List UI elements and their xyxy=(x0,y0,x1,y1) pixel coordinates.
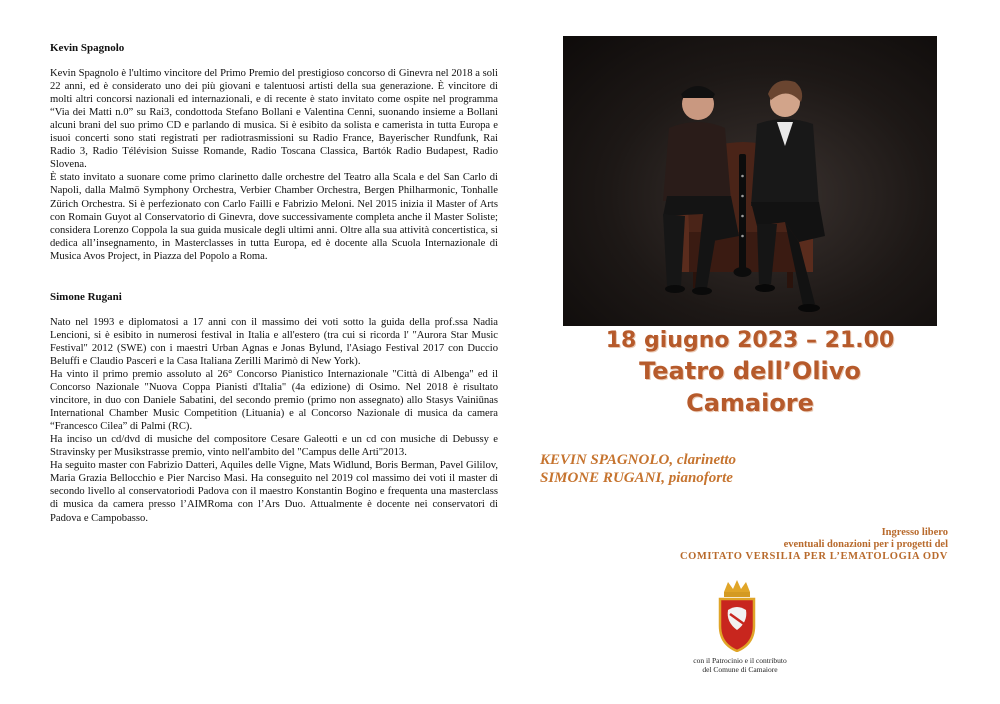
admission-info xyxy=(560,527,948,563)
event-venue xyxy=(540,355,960,419)
event-date: 18 giugno 2023 – 21.00 xyxy=(605,328,895,353)
admission-free: Ingresso libero xyxy=(881,527,948,538)
camaiore-crest-icon xyxy=(716,580,758,652)
bio-heading-simone: Simone Rugani xyxy=(50,290,122,303)
bio-paragraph-simone-4: Ha seguito master con Fabrizio Datteri, Aquiles delle Vigne, Mats Widlund, Boris Berman, Pavel Gililov, Maria Grazia Bellocchio e Pier Narciso Masi. Ha conseguito nel 2019 col massimo dei voti il master di secondo livello al conservatoriodi Padova con il maestro Konstantin Bogino e frequenta una masterclass di musica da camera presso l’AIMRoma con l’Ars Duo. Attualmente è docente nei conservatori di Padova e Campobasso. xyxy=(50,460,498,524)
bio-paragraph-simone-3: Ha inciso un cd/dvd di musiche del compositore Cesare Galeotti e un cd con musiche di Debussy e Stravinsky per Musikstrasse premio, vinto nell'ambito del "Campus delle Arti"2013. xyxy=(50,434,498,459)
venue-name: Teatro dell’Olivo xyxy=(639,357,861,385)
bio-paragraph-kevin-1: Kevin Spagnolo è l'ultimo vincitore del Primo Premio del prestigioso concorso di Ginevra nel 2018 a soli 22 anni, ed è considerato uno dei più giovani e talentuosi artisti della sua generazione. È vincitore di molti altri concorsi nazionali ed internazionali, e di recente è stato invitato come ospite nel programma “Via dei Matti n.0” su Rai3, condottoda Stefano Bollani e Valentina Cenni, suonando insieme a Bollani alcuni brani del suo primo CD e parlando di musica. Si è esibito da solista e camerista in tutta Europa e isuoi concerti sono stati registrati per radiotrasmissioni su Radio France, Bayerischer Rundfunk, Rai Radio 3, Radio Télévision Suisse Romande, Radio Toscana Classica, Bartók Radio Budapest, Radio Slovena. xyxy=(50,68,498,171)
bio-heading-kevin: Kevin Spagnolo xyxy=(50,42,125,54)
duo-photo xyxy=(563,36,937,326)
bio-paragraph-simone-1: Nato nel 1993 e diplomatosi a 17 anni con il massimo dei voti sotto la guida della prof.ssa Nadia Lencioni, si è esibito in numerosi festival in Italia e all'estero (tra cui si ricorda l' "Aurora Star Music Festival" 2012 (SWE) con i maestri Urban Agnas e Jonas Bylund, l'Asiago Festival 2017 con Duccio Beluffi e Claudio Pasceri e la Casa Italiana Zerilli Marimò di New York). xyxy=(50,316,498,367)
patronage-line-2: del Comune di Camaiore xyxy=(702,665,778,674)
venue-city: Camaiore xyxy=(686,389,814,417)
performer-clarinet: KEVIN SPAGNOLO, clarinetto xyxy=(540,452,736,468)
donation-note: eventuali donazioni per i progetti del xyxy=(783,539,948,550)
bio-paragraph-simone-2: Ha vinto il primo premio assoluto al 26° Concorso Pianistico Internazionale "Città di Albenga" ed il Concorso Nazionale "Nuova Coppa Pianisti d'Italia" (4a edizione) di Osimo. Nel 2018 è risultato vincitore, in duo con Daniele Sabatini, del secondo premio (primo non assegnato) allo Stasys Vainiūnas International Chamber Music Competition (Lituania) e al Concorso Nazionale di musica da camera “Francesco Cilea” di Palmi (RC). xyxy=(50,368,498,433)
duo-photo-illustration xyxy=(563,36,937,326)
bio-paragraph-kevin-2: È stato invitato a suonare come primo clarinetto dalle orchestre del Teatro alla Scala e del San Carlo di Napoli, dalla Malmö Symphony Orchestra, Verbier Chamber Orchestra, Bergen Philharmonic, Tonhalle Zürich Orchestra. Si è perfezionato con Carlo Failli e Fabrizio Meloni. Nel 2015 inizia il Master of Arts con Romain Guyot al Conservatorio di Ginevra, dove successivamente completa anche il Master Soliste; considera Lorenzo Coppola la sua guida musicale degli ultimi anni. Oltre alla sua attività concertistica, si dedica all’insegnamento, in Masterclasses in tutta Europa, ed è docente alla Scuola Internazionale di Musica Avos Project, in Piazza del Popolo a Roma. xyxy=(50,172,498,262)
left-column xyxy=(50,42,498,525)
beneficiary-org: COMITATO VERSILIA PER L’EMATOLOGIA ODV xyxy=(679,551,948,562)
patronage-line-1: con il Patrocinio e il contributo xyxy=(693,656,787,665)
performers xyxy=(540,451,940,487)
patronage-note xyxy=(660,656,820,674)
performer-piano: SIMONE RUGANI, pianoforte xyxy=(540,470,733,486)
